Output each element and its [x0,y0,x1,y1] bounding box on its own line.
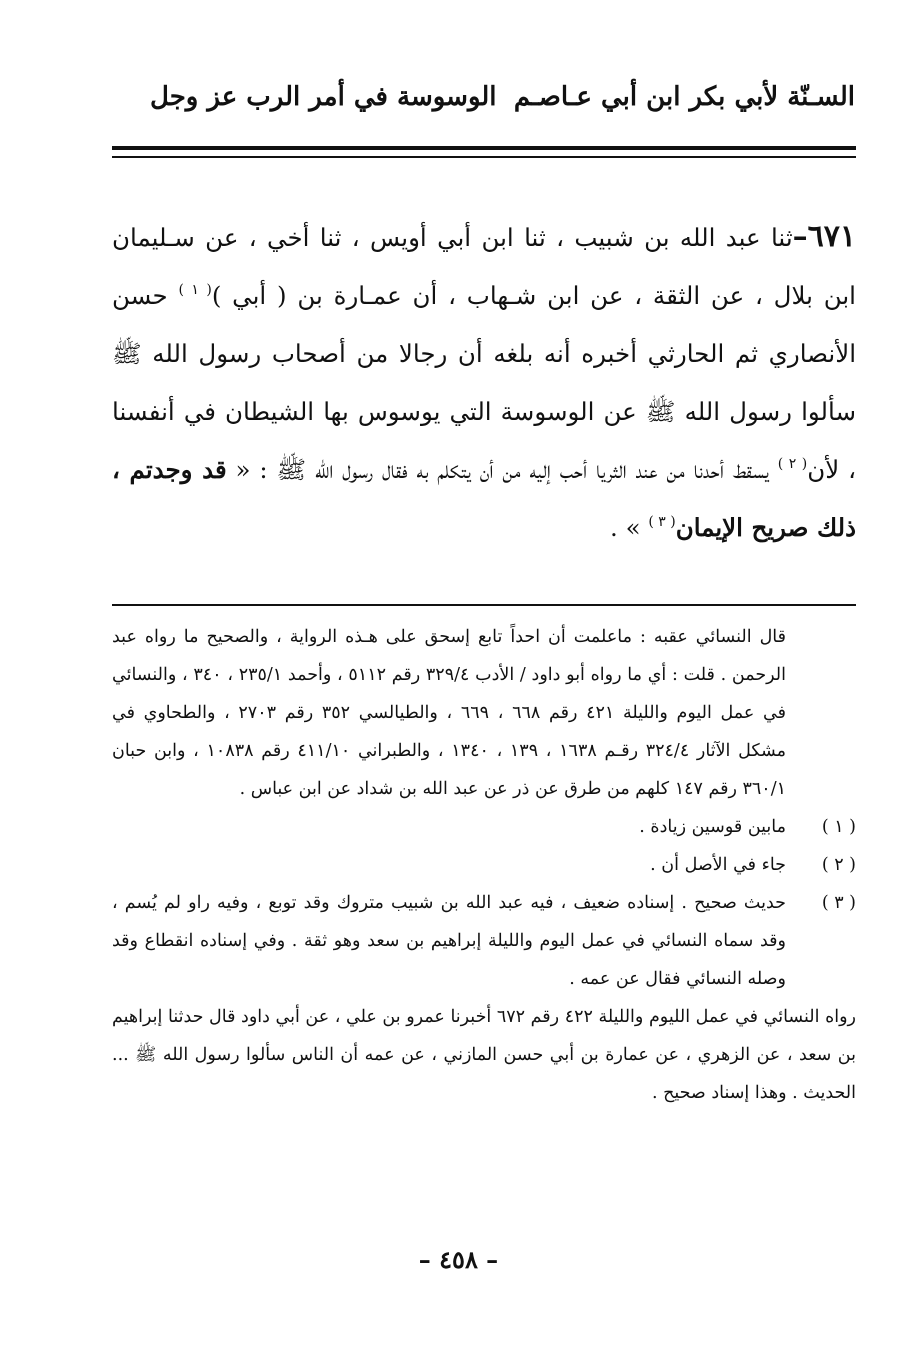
hadith-text-part-3: يسقط أحدنا من عند الثريا أحب إليه من أن يتكلم به فقال رسول الله ﷺ : « [226,455,778,484]
hadith-text-part-4: » . [610,513,649,542]
hadith-text [112,208,856,557]
prophetic-quote: قد وجدتم ، ذلك صريح الإيمان [112,455,856,542]
footnote-2 [112,846,856,884]
footnote-1 [112,808,856,846]
footnote-2-mark: ( ٢ ) [821,855,856,875]
footnote-ref-2: ( ٢ ) [777,456,808,472]
footnote-1-text: مابين قوسين زيادة . [639,817,786,837]
hadith-number: ٦٧١– [792,219,856,254]
footnote-continuation: قال النسائي عقبه : ماعلمت أن احداً تابع إسحق على هـذه الرواية ، والصحيح ما رواه عبد الرحمن . قلت : أي ما رواه أبو داود / الأدب ٣٢٩/٤ رقم ٥١١٢ ، وأحمد ٢٣٥/١ ، ٣٤٠ ، والنسائي في عمل اليوم والليلة ٤٢١ رقم ٦٦٨ ، ٦٦٩ ، والطيالسي ٣٥٢ رقم ٢٧٠٣ ، والطحاوي في مشكل الآثار ٣٢٤/٤ رقـم ١٦٣٨ ، ١٣٩ ، ١٣٤٠ ، والطبراني ٤١١/١٠ رقم ١٠٨٣٨ ، وابن حبان ٣٦٠/١ رقم ١٤٧ كلهم من طرق عن ذر عن عبد الله بن شداد عن ابن عباس . [112,627,787,799]
chapter-title: الوسوسة في أمر الرب عز وجل [150,82,497,112]
hadith-paragraph [112,208,856,557]
footnote-ref-1: ( ١ ) [178,282,212,298]
footnotes-section [112,618,856,1112]
footnote-3 [112,884,856,998]
footnote-separator [112,604,856,606]
footnote-3-mark: ( ٣ ) [821,893,856,913]
footnote-2-text: جاء في الأصل أن . [650,855,786,875]
running-header [150,72,855,122]
header-rule-thick [112,146,856,150]
footnote-3-continuation: رواه النسائي في عمل الليوم والليلة ٤٢٢ رقم ٦٧٢ أخبرنا عمرو بن علي ، عن أبي داود قال حدثنا إبراهيم بن سعد ، عن الزهري ، عن عمارة بن أبي حسن المازني ، عن عمه أن الناس سألوا رسول الله ﷺ ... الحديث . وهذا إسناد صحيح . [112,1007,856,1103]
hadith-text-part-2: حسن الأنصاري ثم الحارثي أخبره أنه بلغه أن رجالا من أصحاب رسول الله ﷺ سألوا رسول الله ﷺ عن الوسوسة التي يوسوس بها الشيطان في أنفسنا ، لأن [112,281,857,484]
footnote-ref-3: ( ٣ ) [648,514,676,530]
footnote-1-mark: ( ١ ) [821,817,856,837]
footnote-3-text: حديث صحيح . إسناده ضعيف ، فيه عبد الله بن شبيب متروك وقد توبع ، وفيه راو لم يُسم ، وقد سماه النسائي في عمل اليوم والليلة إبراهيم بن سعد وهو ثقة . وفي إسناده انقطاع وقد وصله النسائي فقال عن عمه . [112,893,786,989]
book-title: السـنّة لأبي بكر ابن أبي عـاصـم [513,82,855,112]
page-number: – ٤٥٨ – [418,1245,499,1274]
hadith-text-part-1: ثنا عبد الله بن شبيب ، ثنا ابن أبي أويس ، ثنا أخي ، عن سـليمان ابن بلال ، عن الثقة ، عن ابن شـهاب ، أن عمـارة بن ( أبي ) [112,223,856,310]
header-rule-thin [112,156,856,158]
